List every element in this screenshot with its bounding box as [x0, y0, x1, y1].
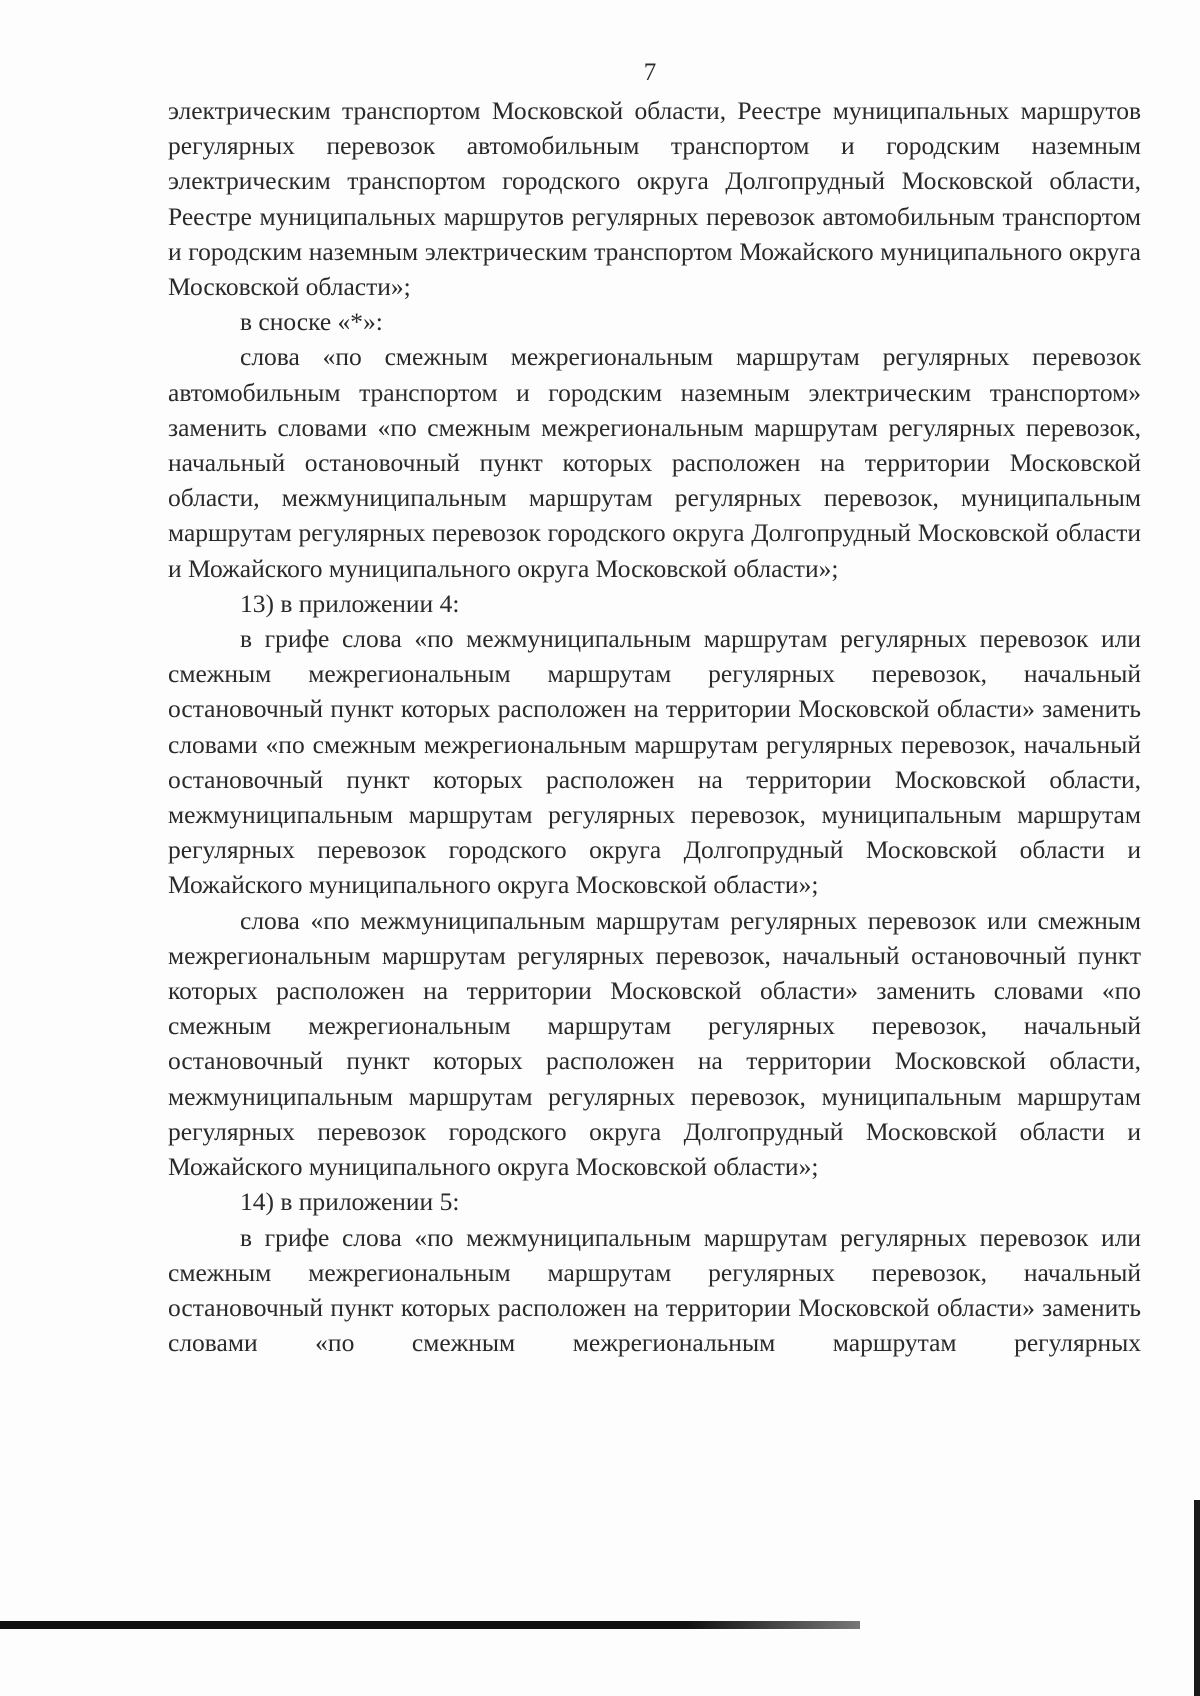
paragraph: слова «по смежным межрегиональным маршрутам регулярных перевозок автомобильным транспортом и городским наземным электрическим транспортом» заменить словами «по смежным межрегиональным маршрутам регулярных перевозок, начальный остановочный пункт которых расположен на территории Московской области, межмуниципальным маршрутам регулярных перевозок, муниципальным маршрутам регулярных перевозок городского округа Долгопрудный Московской области и Можайского муниципального округа Московской области»; [168, 342, 1141, 583]
paragraph: 13) в приложении 4: [240, 588, 460, 618]
paragraph: в грифе слова «по межмуниципальным маршрутам регулярных перевозок или смежным межрегиональным маршрутам регулярных перевозок, начальный остановочный пункт которых расположен на территории Московской области» заменить словами «по смежным межрегиональным маршрутам регулярных [168, 1222, 1141, 1358]
paragraph: в сноске «*»: [240, 307, 383, 337]
paragraph: слова «по межмуниципальным маршрутам регулярных перевозок или смежным межрегиональным маршрутам регулярных перевозок, начальный остановочный пункт которых расположен на территории Московской области» заменить словами «по смежным межрегиональным маршрутам регулярных перевозок, начальный остановочный пункт которых расположен на территории Московской области, межмуниципальным маршрутам регулярных перевозок, муниципальным маршрутам регулярных перевозок городского округа Долгопрудный Московской области и Можайского муниципального округа Московской области»; [168, 905, 1141, 1182]
document-body [168, 93, 1141, 1360]
paragraph: электрическим транспортом Московской области, Реестре муниципальных маршрутов регулярных перевозок автомобильным транспортом и городским наземным электрическим транспортом городского округа Долгопрудный Московской области, Реестре муниципальных маршрутов регулярных перевозок автомобильным транспортом и городским наземным электрическим транспортом Можайского муниципального округа Московской области»; [168, 96, 1141, 302]
page-number: 7 [643, 59, 657, 86]
paragraph: 14) в приложении 5: [240, 1187, 460, 1217]
scan-edge-mark [1194, 1500, 1200, 1696]
paragraph: в грифе слова «по межмуниципальным маршрутам регулярных перевозок или смежным межрегиональным маршрутам регулярных перевозок, начальный остановочный пункт которых расположен на территории Московской области» заменить словами «по смежным межрегиональным маршрутам регулярных перевозок, начальный остановочный пункт которых расположен на территории Московской области, межмуниципальным маршрутам регулярных перевозок, муниципальным маршрутам регулярных перевозок городского округа Долгопрудный Московской области и Можайского муниципального округа Московской области»; [168, 624, 1141, 900]
scan-edge-line [0, 1621, 860, 1629]
